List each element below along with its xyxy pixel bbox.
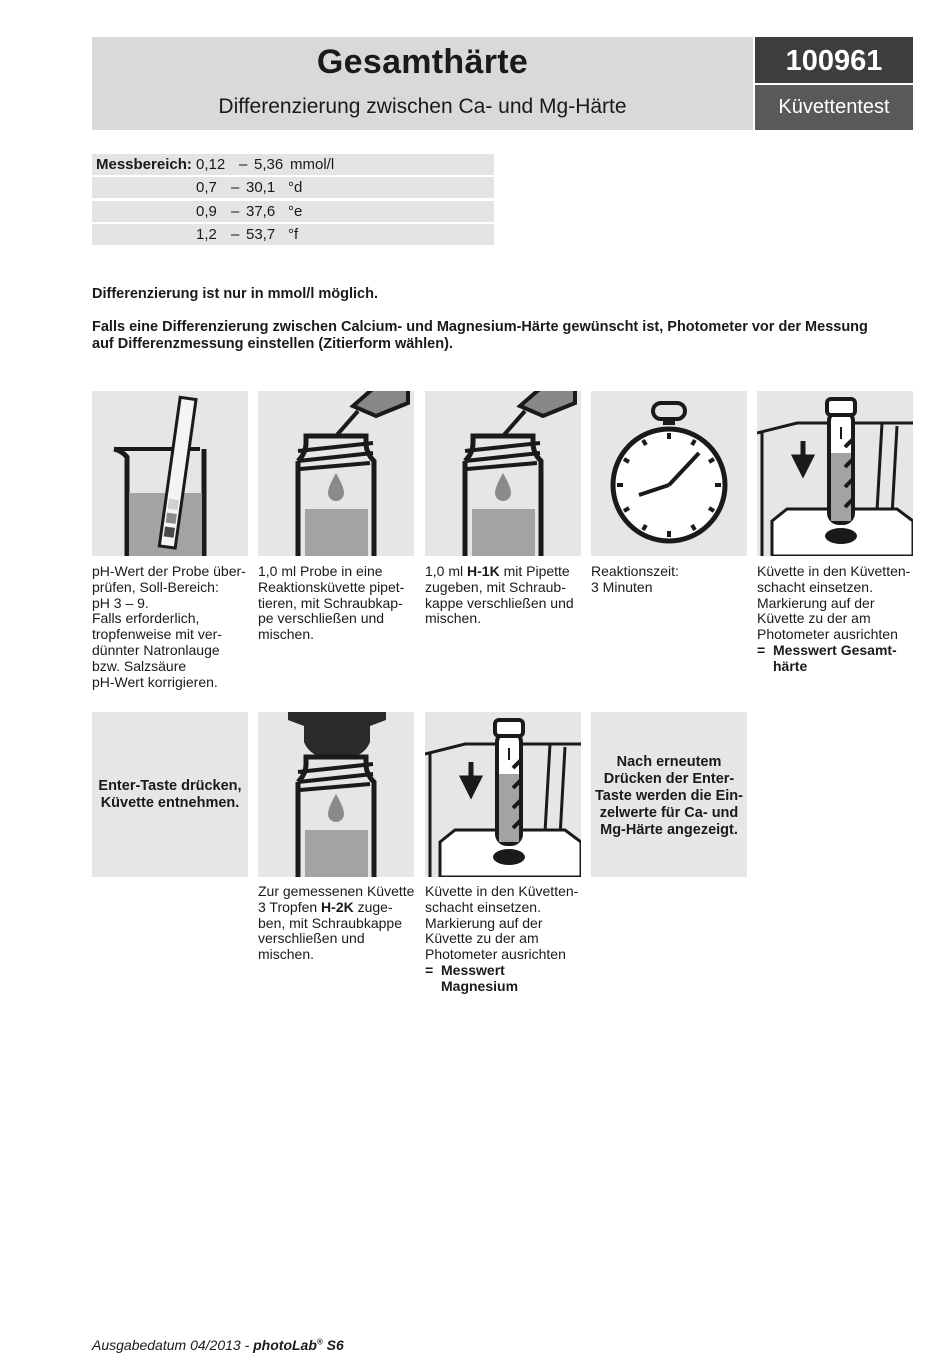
range-dash: – xyxy=(231,202,240,220)
vial-pipette-icon xyxy=(425,391,581,556)
caption-line: Photometer ausrichten xyxy=(425,946,566,963)
caption-line: 3 Minuten xyxy=(591,578,653,595)
range-label: Messbereich: xyxy=(96,156,192,173)
caption-line: Küvette in den Küvetten- xyxy=(425,883,579,899)
registered-mark: ® xyxy=(316,1337,323,1347)
vial-dropper-icon xyxy=(258,712,414,877)
reagent-name: H-1K xyxy=(467,563,500,579)
range-row xyxy=(92,224,494,245)
caption-line: tieren, mit Schraubkap- xyxy=(258,594,403,611)
panel-text-line: Taste werden die Ein- xyxy=(595,788,743,804)
range-from: 1,2 xyxy=(196,226,217,244)
equals-sign: = xyxy=(425,961,434,978)
step3-illustration xyxy=(425,391,581,556)
step6-illustration xyxy=(92,712,248,877)
page-subtitle: Differenzierung zwischen Ca- und Mg-Härte xyxy=(218,95,627,118)
step1-caption xyxy=(92,564,252,690)
step8-illustration xyxy=(425,712,581,877)
note-mmol-only: Differenzierung ist nur in mmol/l möglich. xyxy=(92,286,378,302)
result-text-line: Messwert Gesamt- xyxy=(773,641,897,658)
step7-caption xyxy=(258,884,418,963)
caption-line: verschließen und xyxy=(258,930,365,947)
range-dash: – xyxy=(231,226,240,244)
caption-line: Zur gemessenen Küvette xyxy=(258,883,415,899)
range-from: 0,9 xyxy=(196,202,217,220)
caption-line: Reaktionszeit: xyxy=(591,563,679,579)
header-title-block xyxy=(92,37,753,130)
result-text-line: härte xyxy=(773,657,808,674)
caption-line: zugeben, mit Schraub- xyxy=(425,578,566,595)
caption-line: dünnter Natronlauge xyxy=(92,641,220,658)
caption-line: schacht einsetzen. xyxy=(757,578,873,595)
reagent-name: H-2K xyxy=(321,898,354,915)
measuring-range-table xyxy=(92,154,494,248)
caption-line: Küvette in den Küvetten- xyxy=(757,563,911,579)
result-text-line: Magnesium xyxy=(441,977,519,994)
range-unit: °e xyxy=(288,202,303,220)
panel-text-line: Nach erneutem xyxy=(616,754,722,770)
caption-line: mischen. xyxy=(258,946,315,963)
caption-line: schacht einsetzen. xyxy=(425,898,541,915)
step9-illustration xyxy=(591,712,747,877)
model-name: S6 xyxy=(322,1337,344,1353)
issue-date: Ausgabedatum 04/2013 - xyxy=(92,1337,254,1353)
caption-line: 1,0 ml Probe in eine xyxy=(258,563,383,579)
panel-text-line: Mg-Härte angezeigt. xyxy=(600,822,738,838)
step2-illustration xyxy=(258,391,414,556)
step9-panel-text xyxy=(591,754,747,839)
range-row xyxy=(92,177,494,198)
step8-caption xyxy=(425,884,585,995)
step1-illustration xyxy=(92,391,248,556)
brand-name xyxy=(253,1337,344,1353)
caption-line: pH-Wert korrigieren. xyxy=(92,673,218,690)
caption-text: mit Pipette xyxy=(499,563,570,579)
step4-caption xyxy=(591,564,751,596)
cuvette-insert-icon xyxy=(757,391,913,556)
caption-line: Markierung auf der xyxy=(757,594,875,611)
range-to: 5,36 xyxy=(254,156,284,173)
range-from: 0,7 xyxy=(196,179,217,197)
step2-caption xyxy=(258,564,418,643)
beaker-ph-strip-icon xyxy=(92,391,248,556)
panel-text-line: Drücken der Enter- xyxy=(603,771,735,787)
step4-illustration xyxy=(591,391,747,556)
caption-text: 1,0 ml xyxy=(425,563,468,579)
equals-sign: = xyxy=(757,641,766,658)
caption-line: mischen. xyxy=(425,610,482,627)
caption-line: pH-Wert der Probe über- xyxy=(92,563,246,579)
caption-text: 3 Tropfen xyxy=(258,898,322,915)
step7-illustration xyxy=(258,712,414,877)
caption-line: Falls erforderlich, xyxy=(92,610,200,627)
page-title: Gesamthärte xyxy=(316,43,529,81)
panel-text-line: Enter-Taste drücken, xyxy=(98,778,242,794)
note-line: Falls eine Differenzierung zwischen Calcium- und Magnesium-Härte gewünscht ist, Photometer vor der Messung xyxy=(92,319,868,335)
caption-line: prüfen, Soll-Bereich: xyxy=(92,578,219,595)
result-line xyxy=(425,963,585,995)
footer xyxy=(92,1337,344,1353)
caption-line: pe verschließen und xyxy=(258,610,385,627)
caption-line: Küvette zu der am xyxy=(757,610,871,627)
caption-line: kappe verschließen und xyxy=(425,594,574,611)
range-unit: °f xyxy=(288,226,299,244)
result-text xyxy=(441,963,518,995)
caption-line: tropfenweise mit ver- xyxy=(92,626,222,643)
caption-line xyxy=(258,900,418,916)
panel-text-line: Küvette entnehmen. xyxy=(100,795,240,811)
note-differentiation xyxy=(92,319,912,353)
range-dash: – xyxy=(231,179,240,197)
caption-text: zuge- xyxy=(353,898,393,915)
test-type: Küvettentest xyxy=(755,85,913,130)
brand-text: photoLab xyxy=(253,1337,317,1353)
step3-caption xyxy=(425,564,585,627)
range-unit: mmol/l xyxy=(290,156,335,173)
caption-line: Photometer ausrichten xyxy=(757,626,898,643)
range-to: 37,6 xyxy=(246,202,276,220)
caption-line: bzw. Salzsäure xyxy=(92,657,187,674)
cuvette-insert-icon xyxy=(425,712,581,877)
vial-pipette-icon xyxy=(258,391,414,556)
caption-line xyxy=(425,564,585,580)
step5-caption xyxy=(757,564,917,675)
range-to: 53,7 xyxy=(246,226,276,244)
result-text xyxy=(773,643,897,675)
range-row xyxy=(92,154,494,175)
article-number: 100961 xyxy=(755,37,913,83)
note-line: auf Differenzmessung einstellen (Zitierform wählen). xyxy=(92,336,453,352)
range-unit: °d xyxy=(288,179,303,197)
step5-illustration xyxy=(757,391,913,556)
step6-panel-text xyxy=(92,778,248,812)
caption-line: ben, mit Schraubkappe xyxy=(258,914,402,931)
stopwatch-icon xyxy=(591,391,747,556)
caption-line: Reaktionsküvette pipet- xyxy=(258,578,405,595)
panel-text-line: zelwerte für Ca- und xyxy=(599,805,739,821)
caption-line: Küvette zu der am xyxy=(425,930,539,947)
range-row xyxy=(92,201,494,222)
caption-line: pH 3 – 9. xyxy=(92,594,149,611)
caption-line: mischen. xyxy=(258,626,315,643)
result-line xyxy=(757,643,917,675)
result-text-line: Messwert xyxy=(441,961,505,978)
caption-line: Markierung auf der xyxy=(425,914,543,931)
range-from: 0,12 xyxy=(196,156,226,173)
range-to: 30,1 xyxy=(246,179,276,197)
range-dash: – xyxy=(239,156,248,173)
